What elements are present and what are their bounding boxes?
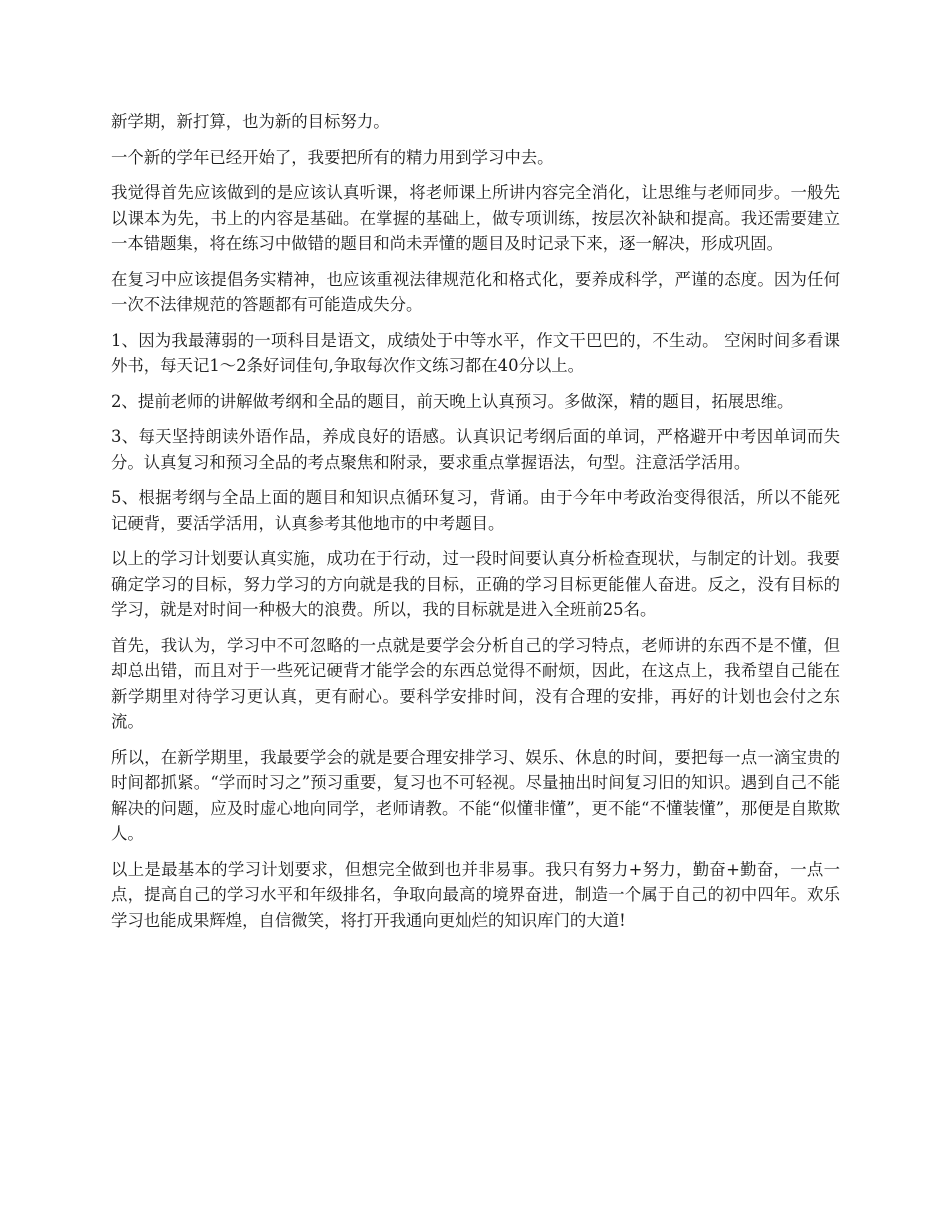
paragraph-8: 5、根据考纲与全品上面的题目和知识点循环复习，背诵。由于今年中考政治变得很活，所以不能死记硬背，要活学活用，认真参考其他地市的中考题目。	[111, 488, 840, 533]
paragraph-3: 我觉得首先应该做到的是应该认真听课，将老师课上所讲内容完全消化，让思维与老师同步。一般先以课本为先，书上的内容是基础。在掌握的基础上，做专项训练，按层次补缺和提高。我还需要建立一本错题集，将在练习中做错的题目和尚未弄懂的题目及时记录下来，逐一解决，形成巩固。	[111, 183, 840, 253]
paragraph-2: 一个新的学年已经开始了，我要把所有的精力用到学习中去。	[111, 147, 554, 167]
paragraph-10: 首先，我认为，学习中不可忽略的一点就是要学会分析自己的学习特点，老师讲的东西不是不懂，但却总出错，而且对于一些死记硬背才能学会的东西总觉得不耐烦，因此，在这点上，我希望自己能在新学期里对待学习更认真，更有耐心。要科学安排时间，没有合理的安排，再好的计划也会付之东流。	[111, 635, 840, 731]
paragraph-12: 以上是最基本的学习计划要求，但想完全做到也并非易事。我只有努力+努力，勤奋+勤奋，一点一点，提高自己的学习水平和年级排名，争取向最高的境界奋进，制造一个属于自己的初中四年。欢乐学习也能成果辉煌，自信微笑，将打开我通向更灿烂的知识库门的大道!	[111, 859, 840, 930]
paragraph-9: 以上的学习计划要认真实施，成功在于行动，过一段时间要认真分析检查现状，与制定的计划。我要确定学习的目标，努力学习的方向就是我的目标，正确的学习目标更能催人奋进。反之，没有目标的学习，就是对时间一种极大的浪费。所以，我的目标就是进入全班前25名。	[111, 549, 840, 619]
paragraph-5: 1、因为我最薄弱的一项科目是语文，成绩处于中等水平，作文干巴巴的，不生动。 空闲时间多看课外书，每天记1～2条好词佳句,争取每次作文练习都在40分以上。	[111, 330, 840, 375]
paragraph-11: 所以，在新学期里，我最要学会的就是要合理安排学习、娱乐、休息的时间，要把每一点一滴宝贵的时间都抓紧。“学而时习之”预习重要，复习也不可轻视。尽量抽出时间复习旧的知识。遇到自己不能解决的问题，应及时虚心地向同学，老师请教。不能“似懂非懂”，更不能“不懂装懂”，那便是自欺欺人。	[111, 747, 840, 843]
paragraph-6: 2、提前老师的讲解做考纲和全品的题目，前天晚上认真预习。多做深，精的题目，拓展思维。	[111, 391, 794, 411]
paragraph-1: 新学期，新打算，也为新的目标努力。	[111, 112, 390, 131]
document-body	[111, 109, 840, 943]
paragraph-7: 3、每天坚持朗读外语作品，养成良好的语感。认真识记考纲后面的单词，严格避开中考因单词而失分。认真复习和预习全品的考点聚焦和附录，要求重点掌握语法，句型。注意活学活用。	[111, 427, 840, 472]
paragraph-4: 在复习中应该提倡务实精神，也应该重视法律规范化和格式化，要养成科学，严谨的态度。因为任何一次不法律规范的答题都有可能造成失分。	[111, 269, 840, 314]
